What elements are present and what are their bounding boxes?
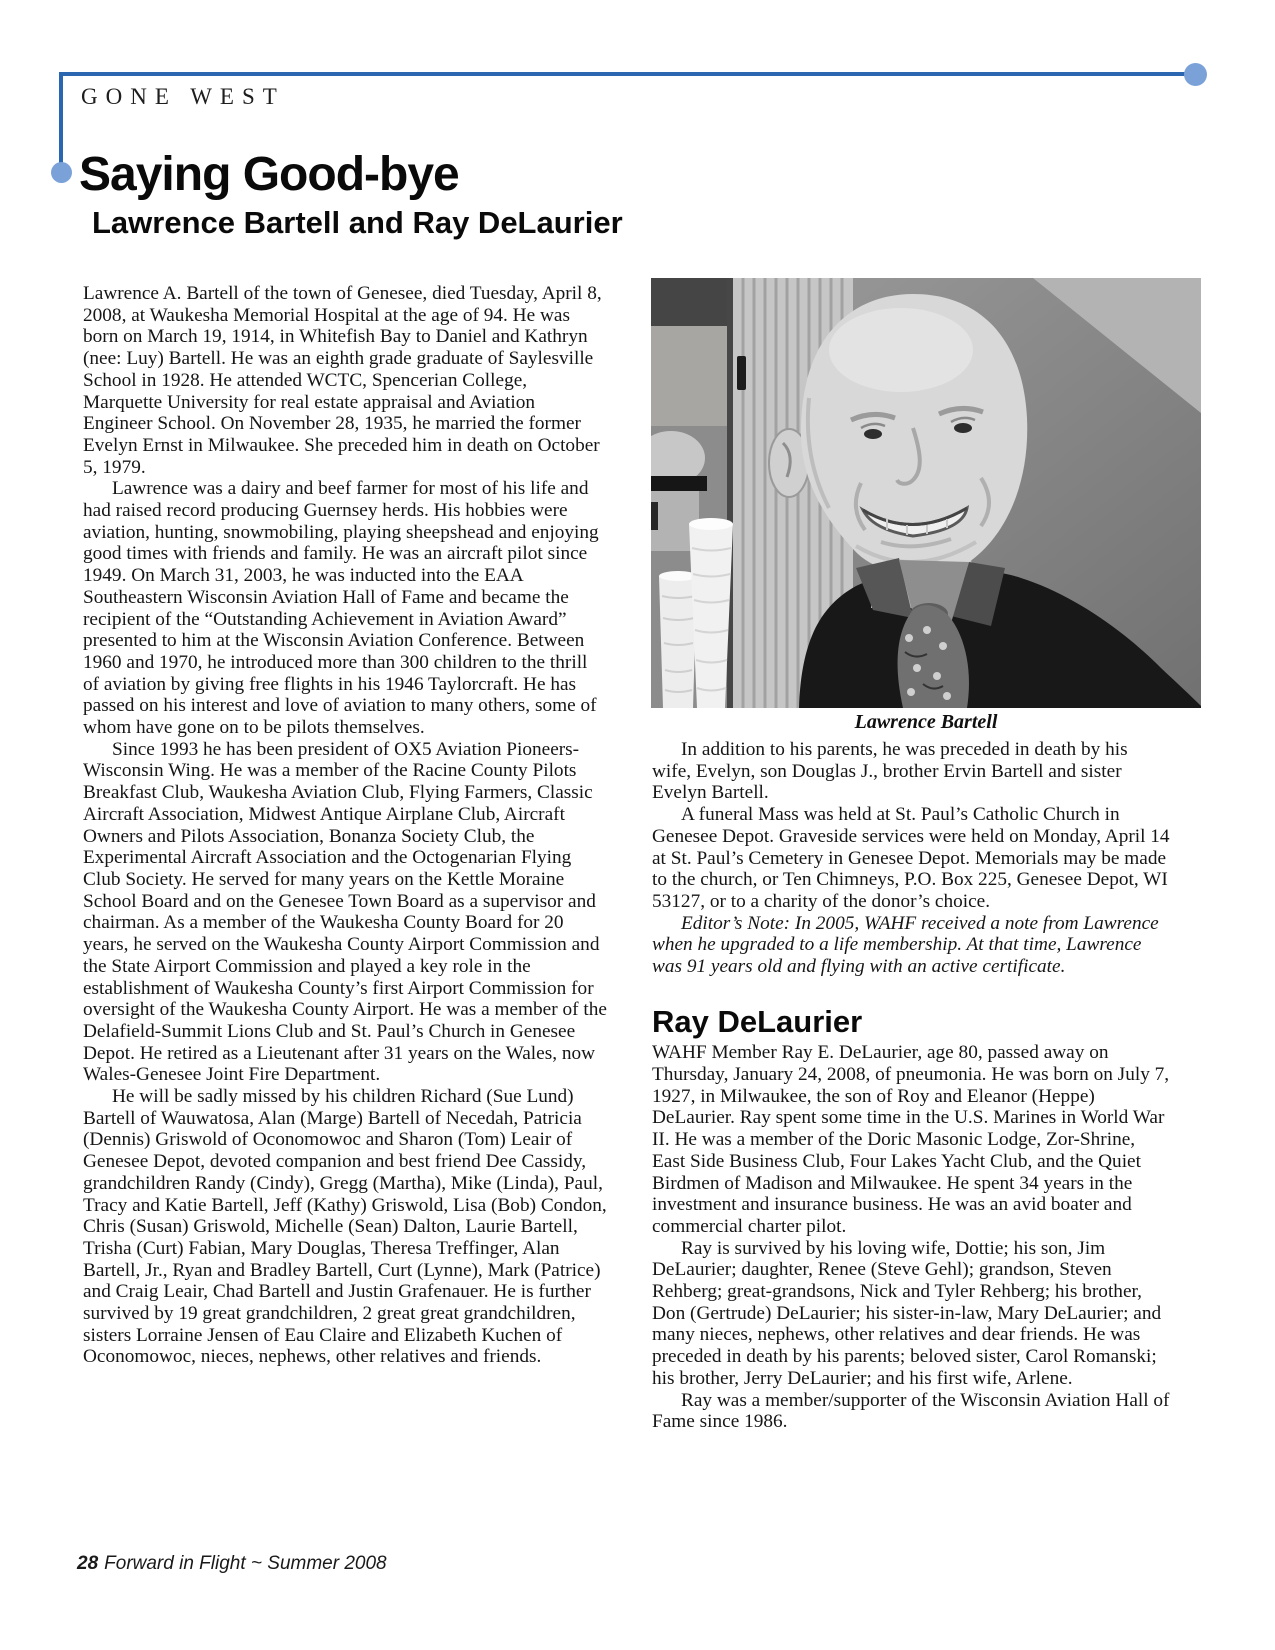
publication-name: Forward in Flight ~ Summer 2008 xyxy=(104,1553,387,1574)
obituary-paragraph: Ray was a member/supporter of the Wisconsin Aviation Hall of Fame since 1986. xyxy=(652,1389,1170,1433)
editors-note: Editor’s Note: In 2005, WAHF received a note from Lawrence when he upgraded to a life membership. At that time, Lawrence was 91 years old and flying with an active certificate. xyxy=(652,912,1159,978)
section-heading-ray-delaurier: Ray DeLaurier xyxy=(652,1003,863,1039)
obituary-paragraph: In addition to his parents, he was preceded in death by his wife, Evelyn, son Douglas J., brother Ervin Bartell and sister Evelyn Bartell. xyxy=(652,739,1128,804)
page-footer xyxy=(77,1553,387,1575)
lawrence-bartell-photo xyxy=(651,278,1201,708)
portrait-photo-graphic xyxy=(651,278,1201,708)
section-kicker: GONE WEST xyxy=(81,84,285,109)
obituary-paragraph: Ray is survived by his loving wife, Dottie; his son, Jim DeLaurier; daughter, Renee (Steve Gehl); grandson, Steven Rehberg; great-grandsons, Nick and Tyler Rehberg; his brother, Don (Gertrude) DeLaurier; his sister-in-law, Mary DeLaurier; and many nieces, nephews, other relatives and dear friends. He was preceded in death by his parents; beloved sister, Carol Romanski; his brother, Jerry DeLaurier; and his first wife, Arlene. xyxy=(652,1237,1162,1389)
accent-dot-right xyxy=(1184,63,1207,86)
right-column xyxy=(652,739,1171,1433)
obituary-paragraph: He will be sadly missed by his children Richard (Sue Lund) Bartell of Wauwatosa, Alan (Marge) Bartell of Necedah, Patricia (Dennis) Griswold of Oconomowoc and Sharon (Tom) Leair of Genesee Depot, devoted companion and best friend Dee Cassidy, grandchildren Randy (Cindy), Gregg (Martha), Mike (Linda), Paul, Tracy and Katie Bartell, Jeff (Kathy) Griswold, Lisa (Bob) Condon, Chris (Susan) Griswold, Michelle (Sean) Dalton, Laurie Bartell, Trisha (Curt) Fabian, Mary Douglas, Theresa Treffinger, Alan Bartell, Jr., Ryan and Bradley Bartell, Curt (Lynne), Mark (Patrice) and Craig Leair, Chad Bartell and Justin Grafenauer. He is further survived by 19 great grandchildren, 2 great great grandchildren, sisters Lorraine Jensen of Eau Claire and Elizabeth Kuchen of Oconomowoc, nieces, nephews, other relatives and friends. xyxy=(83,1086,607,1368)
left-column xyxy=(83,283,607,1368)
page-title: Saying Good-bye xyxy=(79,148,459,201)
photo-caption: Lawrence Bartell xyxy=(854,711,998,733)
accent-rule-horizontal xyxy=(59,72,1196,76)
accent-rule-vertical xyxy=(59,72,63,166)
obituary-paragraph: Since 1993 he has been president of OX5 Aviation Pioneers-Wisconsin Wing. He was a member of the Racine County Pilots Breakfast Club, Waukesha Aviation Club, Flying Farmers, Classic Aircraft Association, Midwest Antique Airplane Club, Aircraft Owners and Pilots Association, Bonanza Society Club, the Experimental Aircraft Association and the Octogenarian Flying Club Society. He served for many years on the Kettle Moraine School Board and on the Genesee Town Board as a supervisor and chairman. As a member of the Waukesha County Board for 20 years, he served on the Waukesha County Airport Commission and the State Airport Commission and played a key role in the establishment of Waukesha County’s first Airport Commission for oversight of the Waukesha County Airport. He was a member of the Delafield-Summit Lions Club and St. Paul’s Church in Genesee Depot. He retired as a Lieutenant after 31 years on the Wales, now Wales-Genesee Joint Fire Department. xyxy=(83,738,607,1086)
obituary-paragraph: Lawrence A. Bartell of the town of Genesee, died Tuesday, April 8, 2008, at Waukesha Memorial Hospital at the age of 94. He was born on March 19, 1914, in Whitefish Bay to Daniel and Kathryn (nee: Luy) Bartell. He was an eighth grade graduate of Saylesville School in 1928. He attended WCTC, Spencerian College, Marquette University for real estate appraisal and Aviation Engineer School. On November 28, 1935, he married the former Evelyn Ernst in Milwaukee. She preceded him in death on October 5, 1979. xyxy=(83,283,602,478)
obituary-paragraph: A funeral Mass was held at St. Paul’s Catholic Church in Genesee Depot. Graveside services were held on Monday, April 14 at St. Paul’s Cemetery in Genesee Depot. Memorials may be made to the church, or Ten Chimneys, P.O. Box 225, Genesee Depot, WI 53127, or to a charity of the donor’s choice. xyxy=(652,804,1170,912)
accent-dot-left xyxy=(51,162,72,183)
obituary-paragraph: Lawrence was a dairy and beef farmer for most of his life and had raised record producing Guernsey herds. His hobbies were aviation, hunting, snowmobiling, playing sheepshead and enjoying good times with friends and family. He was an aircraft pilot since 1949. On March 31, 2003, he was inducted into the EAA Southeastern Wisconsin Aviation Hall of Fame and became the recipient of the “Outstanding Achievement in Aviation Award” presented to him at the Wisconsin Aviation Conference. Between 1960 and 1970, he introduced more than 300 children to the thrill of aviation by giving free flights in his 1946 Taylorcraft. He has passed on his interest and love of aviation to many others, some of whom have gone on to be pilots themselves. xyxy=(83,478,599,739)
obituary-paragraph: WAHF Member Ray E. DeLaurier, age 80, passed away on Thursday, January 24, 2008, of pneumonia. He was born on July 7, 1927, in Milwaukee, the son of Roy and Eleanor (Heppe) DeLaurier. Ray spent some time in the U.S. Marines in World War II. He was a member of the Doric Masonic Lodge, Zor-Shrine, East Side Business Club, Four Lakes Yacht Club, and the Quiet Birdmen of Madison and Milwaukee. He spent 34 years in the investment and insurance business. He was an avid boater and commercial charter pilot. xyxy=(652,1042,1170,1237)
page-subtitle: Lawrence Bartell and Ray DeLaurier xyxy=(92,205,623,240)
page-number: 28 xyxy=(77,1553,99,1574)
